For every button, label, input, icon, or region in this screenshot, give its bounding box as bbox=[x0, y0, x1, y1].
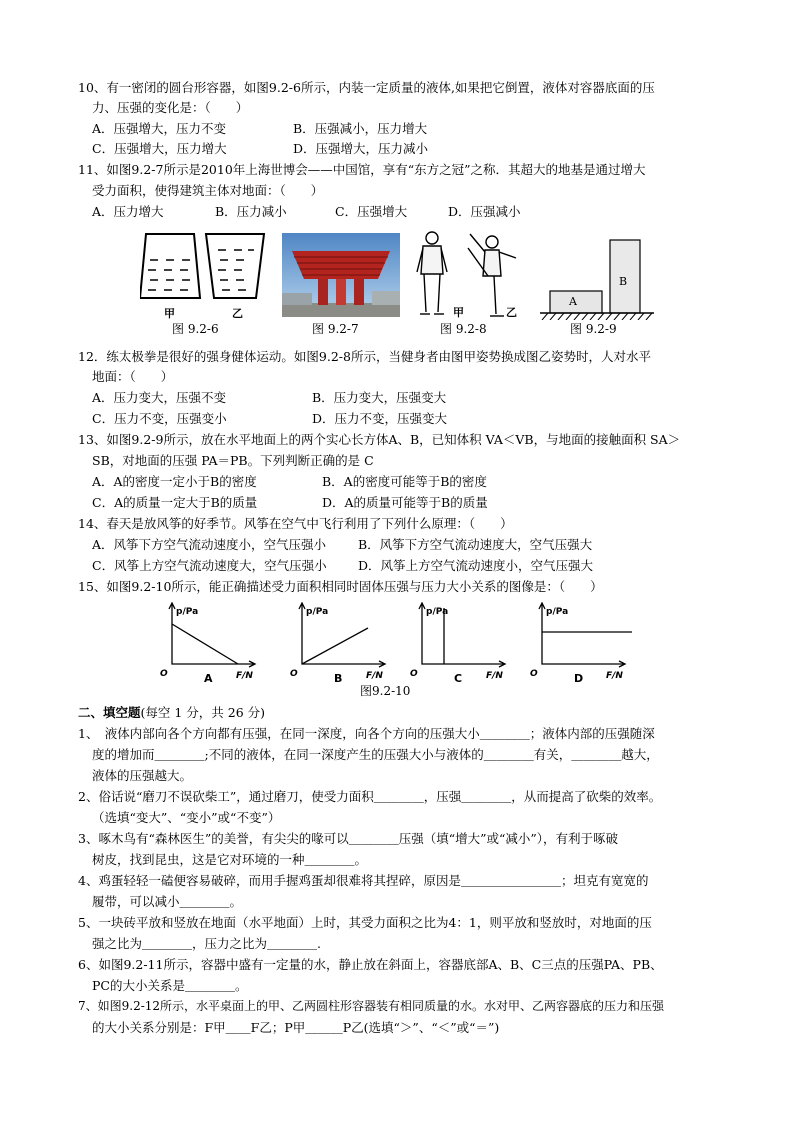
f5-line1: 5、一块砖平放和竖放在地面（水平地面）上时，其受力面积之比为4：1，则平放和竖放时，对地面的压 bbox=[78, 915, 652, 930]
figure-9-2-10-graphs bbox=[150, 602, 670, 684]
graph-xlabel: F/N bbox=[236, 671, 253, 681]
graph-ylabel: p/Pa bbox=[426, 607, 449, 617]
q15-line1: 15、如图9.2-10所示，能正确描述受力面积相同时固体压强与压力大小关系的图像是：（ ） bbox=[78, 579, 603, 594]
graph-origin: O bbox=[290, 669, 298, 679]
q14-option-c: C．风筝上方空气流动速度大，空气压强小 bbox=[92, 558, 327, 573]
q11-line2: 受力面积，使得建筑主体对地面：（ ） bbox=[92, 183, 324, 198]
q11-option-b: B．压力减小 bbox=[215, 204, 287, 219]
graph-line-a bbox=[172, 624, 238, 664]
fig6-caption: 图 9.2-6 bbox=[172, 322, 219, 336]
f6-line2: PC的大小关系是＿＿＿＿。 bbox=[92, 978, 248, 993]
f7-line1: 7、如图9.2-12所示，水平桌面上的甲、乙两圆柱形容器装有相同质量的水。水对甲、乙两容器底的压力和压强 bbox=[78, 999, 665, 1013]
q12-line2: 地面：（ ） bbox=[92, 369, 174, 384]
f1-line3: 液体的压强越大。 bbox=[92, 768, 193, 783]
fig8-caption: 图 9.2-8 bbox=[440, 322, 487, 336]
graph-origin: O bbox=[410, 669, 418, 679]
q13-option-b: B．A的密度可能等于B的密度 bbox=[322, 474, 487, 489]
f1-line1: 1、 液体内部向各个方向都有压强，在同一深度，向各个方向的压强大小＿＿＿＿；液体内部的压强随深 bbox=[78, 726, 655, 741]
section2-heading bbox=[78, 704, 265, 721]
q14-option-d: D．风筝上方空气流动速度小，空气压强大 bbox=[358, 558, 594, 573]
figure-9-2-9-blocks bbox=[538, 236, 656, 320]
fig9-label-b: B bbox=[619, 275, 628, 288]
q12-option-c: C．压力不变，压强变小 bbox=[92, 411, 227, 426]
f2-line2: （选填“变大”、“变小”或“不变”） bbox=[92, 810, 281, 825]
f1-line2: 度的增加而＿＿＿＿;不同的液体，在同一深度产生的压强大小与液体的＿＿＿＿有关，＿＿＿＿越大， bbox=[92, 747, 659, 762]
q13-option-c: C．A的质量一定大于B的质量 bbox=[92, 495, 258, 510]
graph-letter-c: C bbox=[454, 672, 463, 684]
q14-option-b: B．风筝下方空气流动速度大，空气压强大 bbox=[358, 537, 593, 552]
q10-option-b: B．压强减小，压力增大 bbox=[293, 121, 428, 136]
section2-title: 二、填空题 bbox=[78, 705, 141, 720]
fig6-label-jia: 甲 bbox=[164, 307, 175, 320]
q13-option-d: D．A的质量可能等于B的质量 bbox=[322, 495, 488, 510]
f7-line2: 的大小关系分别是：F甲＿＿F乙；P甲＿＿＿P乙(选填“＞”、“＜”或“＝”) bbox=[92, 1020, 500, 1035]
q10-line1: 10、有一密闭的圆台形容器，如图9.2-6所示，内装一定质量的液体,如果把它倒置，液体对容器底面的压 bbox=[78, 80, 655, 95]
fig8-label-jia: 甲 bbox=[453, 306, 464, 319]
graph-xlabel: F/N bbox=[486, 671, 503, 681]
fig9-caption: 图 9.2-9 bbox=[570, 322, 617, 336]
q10-option-d: D．压强增大，压力减小 bbox=[293, 141, 429, 156]
graph-origin: O bbox=[160, 669, 168, 679]
q10-line2: 力、压强的变化是：（ ） bbox=[92, 100, 249, 115]
q11-option-d: D．压强减小 bbox=[448, 204, 521, 219]
fig8-label-yi: 乙 bbox=[506, 306, 517, 319]
graph-xlabel: F/N bbox=[366, 671, 383, 681]
graph-letter-a: A bbox=[204, 672, 213, 684]
q10-option-a: A．压强增大，压力不变 bbox=[92, 121, 227, 136]
q13-option-a: A．A的密度一定小于B的密度 bbox=[92, 474, 257, 489]
figure-9-2-7-china-pavilion-photo bbox=[282, 233, 400, 317]
graph-ylabel: p/Pa bbox=[306, 607, 329, 617]
f3-line2: 树皮，找到昆虫，这是它对环境的一种＿＿＿＿。 bbox=[92, 852, 368, 867]
fig6-label-yi: 乙 bbox=[232, 307, 243, 320]
section2-note: (每空 1 分，共 26 分) bbox=[140, 705, 266, 720]
q14-option-a: A．风筝下方空气流动速度小，空气压强小 bbox=[92, 537, 327, 552]
q12-option-d: D．压力不变，压强变大 bbox=[312, 411, 448, 426]
f5-line2: 强之比为＿＿＿＿，压力之比为＿＿＿＿. bbox=[92, 936, 321, 951]
fig10-caption: 图9.2-10 bbox=[360, 684, 411, 698]
container-yi bbox=[206, 234, 264, 298]
f6-line1: 6、如图9.2-11所示，容器中盛有一定量的水，静止放在斜面上，容器底部A、B、C三点的压强PA、PB、 bbox=[78, 957, 663, 972]
f4-line2: 履带，可以减小＿＿＿＿。 bbox=[92, 894, 243, 909]
q11-option-a: A．压力增大 bbox=[92, 204, 164, 219]
q11-line1: 11、如图9.2-7所示是2010年上海世博会——中国馆，享有“东方之冠”之称．其超大的地基是通过增大 bbox=[78, 162, 646, 177]
graph-ylabel: p/Pa bbox=[546, 607, 569, 617]
fig7-caption: 图 9.2-7 bbox=[312, 322, 359, 336]
graph-letter-d: D bbox=[574, 672, 584, 684]
q12-option-b: B．压力变大，压强变大 bbox=[312, 390, 447, 405]
q13-line2: SB，对地面的压强 PA＝PB。下列判断正确的是 C bbox=[92, 453, 374, 468]
figure-9-2-6-containers bbox=[140, 228, 270, 306]
q12-line1: 12．练太极拳是很好的强身健体运动。如图9.2-8所示，当健身者由图甲姿势换成图乙姿势时，人对水平 bbox=[78, 349, 651, 364]
graph-ylabel: p/Pa bbox=[176, 607, 199, 617]
q10-option-c: C．压强增大，压力增大 bbox=[92, 141, 227, 156]
graph-origin: O bbox=[530, 669, 538, 679]
fig9-label-a: A bbox=[569, 295, 577, 308]
q14-line1: 14、春天是放风筝的好季节。风筝在空气中飞行利用了下列什么原理：（ ） bbox=[78, 516, 513, 531]
q13-line1: 13、如图9.2-9所示，放在水平地面上的两个实心长方体A、B，已知体积 VA＜VB，与地面的接触面积 SA＞ bbox=[78, 432, 681, 447]
q11-option-c: C．压强增大 bbox=[335, 204, 408, 219]
f4-line1: 4、鸡蛋轻轻一磕便容易破碎，而用手握鸡蛋却很难将其捏碎，原因是＿＿＿＿＿＿＿＿；坦克有宽宽的 bbox=[78, 873, 649, 888]
f3-line1: 3、啄木鸟有“森林医生”的美誉，有尖尖的喙可以＿＿＿＿压强（填“增大”或“减小”），有利于啄破 bbox=[78, 831, 619, 846]
f2-line1: 2、俗话说“磨刀不误砍柴工”，通过磨刀，使受力面积＿＿＿＿，压强＿＿＿＿，从而提高了砍柴的效率。 bbox=[78, 789, 662, 804]
graph-xlabel: F/N bbox=[606, 671, 623, 681]
graph-letter-b: B bbox=[334, 672, 343, 684]
graph-line-b bbox=[302, 628, 368, 664]
container-jia bbox=[140, 234, 200, 298]
q12-option-a: A．压力变大，压强不变 bbox=[92, 390, 227, 405]
